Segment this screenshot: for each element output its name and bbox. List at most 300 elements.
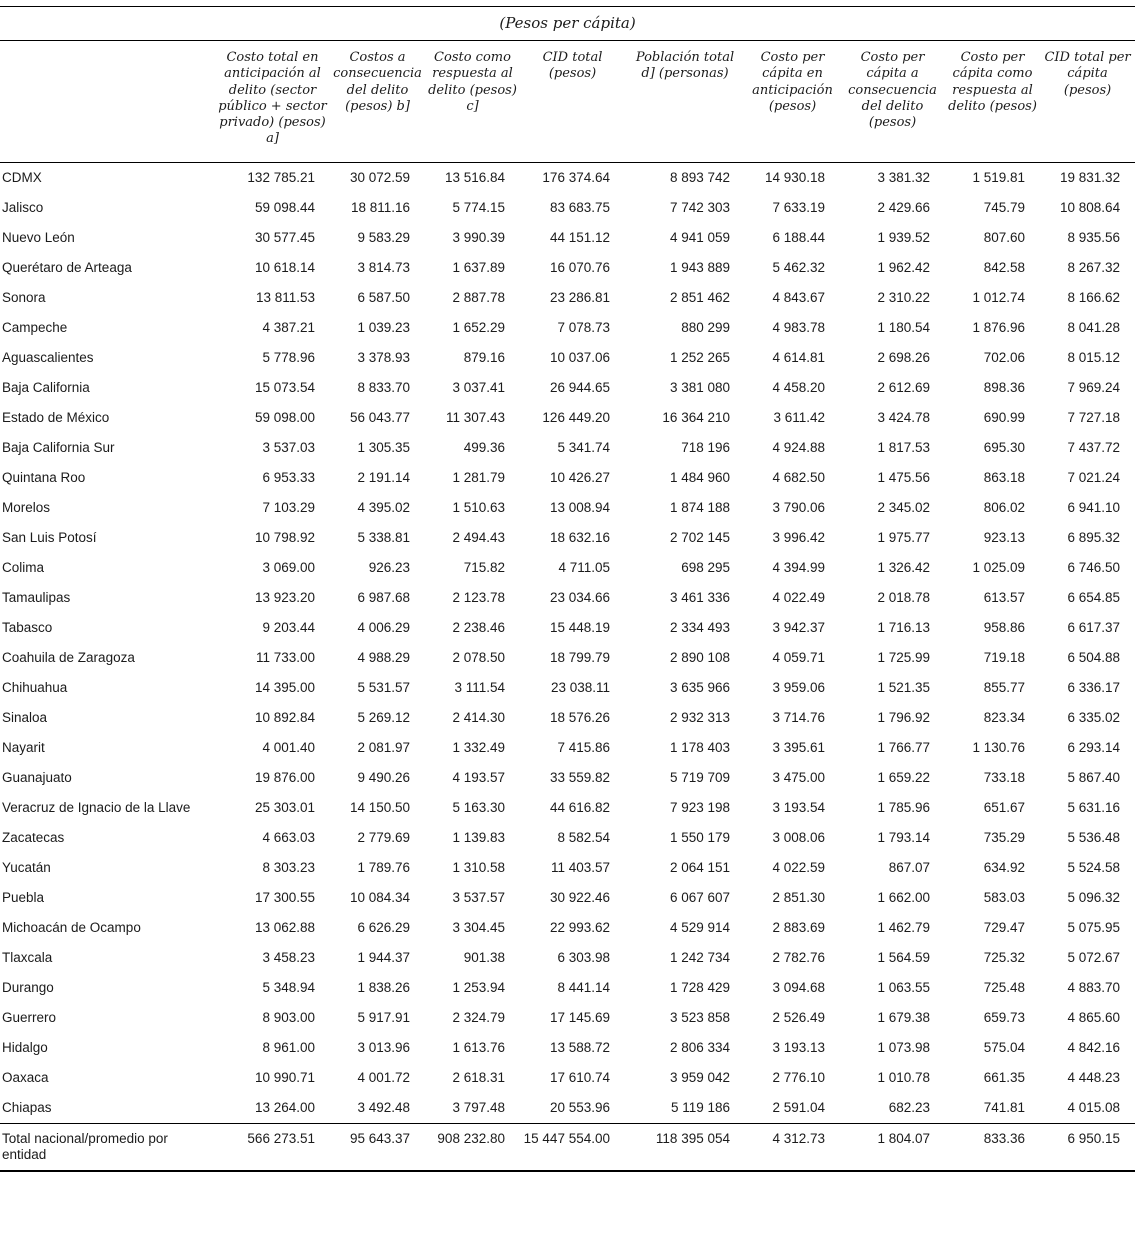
table-cell: 6 587.50 — [357, 289, 410, 305]
table-cell: 3 193.54 — [772, 799, 825, 815]
table-cell: 3 069.00 — [262, 559, 315, 575]
table-cell: 1 766.77 — [877, 739, 930, 755]
table-cell: 3 381 080 — [669, 379, 730, 395]
table-cell: 807.60 — [983, 229, 1025, 245]
table-cell: 4 001.72 — [357, 1069, 410, 1085]
row-label: CDMX — [2, 169, 42, 185]
table-row — [0, 343, 1135, 373]
table-row — [0, 313, 1135, 343]
table-cell: 13 588.72 — [549, 1039, 610, 1055]
table-cell: 8 833.70 — [357, 379, 410, 395]
table-cell: 1 475.56 — [877, 469, 930, 485]
table-cell: 566 273.51 — [215, 1123, 330, 1171]
table-cell: 18 632.16 — [549, 529, 610, 545]
table-cell: 3 094.68 — [772, 979, 825, 995]
table-cell: 13 062.88 — [254, 919, 315, 935]
table-cell: 8 582.54 — [557, 829, 610, 845]
table-cell: 19 876.00 — [254, 769, 315, 785]
table-cell: 4 614.81 — [772, 349, 825, 365]
table-cell: 4 842.16 — [1067, 1039, 1121, 1055]
table-cell: 5 462.32 — [772, 259, 825, 275]
table-cell: 1 962.42 — [877, 259, 930, 275]
table-cell: 1 310.58 — [452, 859, 505, 875]
table-cell: 3 990.39 — [452, 229, 505, 245]
cost-per-capita-table — [0, 6, 1135, 1172]
table-cell: 1 305.35 — [357, 439, 410, 455]
table-cell: 5 341.74 — [557, 439, 610, 455]
row-label: Nayarit — [2, 739, 45, 755]
column-header-9: CID total per cápita (pesos) — [1040, 41, 1135, 163]
row-label: Zacatecas — [2, 829, 65, 845]
table-cell: 4 022.49 — [772, 589, 825, 605]
table-cell: 718 196 — [681, 439, 730, 455]
table-cell: 1 564.59 — [877, 949, 930, 965]
table-row — [0, 613, 1135, 643]
table-cell: 2 698.26 — [877, 349, 930, 365]
table-cell: 2 414.30 — [452, 709, 505, 725]
table-cell: 4 394.99 — [772, 559, 825, 575]
column-header-row — [0, 41, 1135, 163]
table-cell: 4 883.70 — [1067, 979, 1121, 995]
table-cell: 1 874 188 — [669, 499, 730, 515]
table-cell: 1 789.76 — [357, 859, 410, 875]
table-cell: 8 041.28 — [1067, 319, 1121, 335]
table-cell: 613.57 — [983, 589, 1025, 605]
row-label: Oaxaca — [2, 1069, 49, 1085]
table-cell: 898.36 — [983, 379, 1025, 395]
table-cell: 8 903.00 — [262, 1009, 315, 1025]
table-cell: 3 037.41 — [452, 379, 505, 395]
table-cell: 11 733.00 — [255, 649, 315, 665]
table-cell: 3 537.03 — [262, 439, 315, 455]
row-label: Guerrero — [2, 1009, 57, 1025]
table-cell: 923.13 — [983, 529, 1025, 545]
table-cell: 695.30 — [983, 439, 1025, 455]
table-cell: 1 521.35 — [877, 679, 930, 695]
table-row — [0, 433, 1135, 463]
table-cell: 7 078.73 — [557, 319, 610, 335]
table-cell: 176 374.64 — [542, 169, 610, 185]
table-cell: 4 988.29 — [357, 649, 410, 665]
table-cell: 3 304.45 — [452, 919, 505, 935]
row-label: Estado de México — [2, 409, 110, 425]
table-cell: 5 867.40 — [1067, 769, 1121, 785]
table-cell: 741.81 — [983, 1099, 1025, 1115]
table-cell: 8 441.14 — [557, 979, 610, 995]
table-cell: 4 663.03 — [262, 829, 315, 845]
table-cell: 16 364 210 — [662, 409, 730, 425]
table-cell: 2 429.66 — [877, 199, 930, 215]
table-cell: 6 953.33 — [262, 469, 315, 485]
table-cell: 2 618.31 — [452, 1069, 505, 1085]
row-label: Coahuila de Zaragoza — [2, 649, 135, 665]
table-cell: 5 269.12 — [357, 709, 410, 725]
table-cell: 6 654.85 — [1067, 589, 1121, 605]
table-row — [0, 553, 1135, 583]
table-cell: 1 010.78 — [877, 1069, 930, 1085]
table-row — [0, 703, 1135, 733]
table-cell: 6 941.10 — [1067, 499, 1121, 515]
table-row — [0, 463, 1135, 493]
table-cell: 1 025.09 — [972, 559, 1025, 575]
row-label: Colima — [2, 559, 45, 575]
table-cell: 1 462.79 — [877, 919, 930, 935]
table-cell: 1 652.29 — [452, 319, 505, 335]
table-cell: 1 725.99 — [877, 649, 930, 665]
row-label: Baja California — [2, 379, 90, 395]
row-label: Chiapas — [2, 1099, 52, 1115]
table-cell: 7 923 198 — [669, 799, 730, 815]
table-row — [0, 162, 1135, 193]
table-cell: 3 492.48 — [357, 1099, 410, 1115]
row-label: Tlaxcala — [2, 949, 53, 965]
row-label: Quintana Roo — [2, 469, 86, 485]
table-cell: 18 811.16 — [350, 199, 410, 215]
table-cell: 1 817.53 — [877, 439, 930, 455]
table-row — [0, 673, 1135, 703]
table-row — [0, 403, 1135, 433]
table-cell: 2 324.79 — [452, 1009, 505, 1025]
table-row — [0, 853, 1135, 883]
table-cell: 23 286.81 — [549, 289, 610, 305]
table-cell: 1 939.52 — [877, 229, 930, 245]
table-cell: 3 378.93 — [357, 349, 410, 365]
table-row — [0, 973, 1135, 1003]
column-header-6: Costo per cápita en anticipación (pesos) — [745, 41, 840, 163]
table-cell: 745.79 — [983, 199, 1025, 215]
column-header-7: Costo per cápita a consecuencia del delito (pesos) — [840, 41, 945, 163]
table-cell: 23 038.11 — [550, 679, 610, 695]
table-cell: 1 944.37 — [357, 949, 410, 965]
table-cell: 8 893 742 — [669, 169, 730, 185]
table-row — [0, 913, 1135, 943]
table-cell: 3 424.78 — [877, 409, 930, 425]
table-cell: 1 332.49 — [452, 739, 505, 755]
table-cell: 1 716.13 — [877, 619, 930, 635]
table-row — [0, 793, 1135, 823]
table-row — [0, 193, 1135, 223]
table-cell: 13 516.84 — [444, 169, 505, 185]
table-cell: 1 728 429 — [669, 979, 730, 995]
table-cell: 5 119 186 — [670, 1099, 730, 1115]
table-cell: 1 637.89 — [452, 259, 505, 275]
table-cell: 2 702 145 — [669, 529, 730, 545]
table-cell: 26 944.65 — [549, 379, 610, 395]
table-cell: 59 098.44 — [254, 199, 315, 215]
table-cell: 908 232.80 — [425, 1123, 520, 1171]
table-cell: 10 798.92 — [254, 529, 315, 545]
table-body — [0, 162, 1135, 1171]
table-cell: 2 310.22 — [877, 289, 930, 305]
table-cell: 3 013.96 — [357, 1039, 410, 1055]
table-cell: 17 300.55 — [254, 889, 315, 905]
row-label: Puebla — [2, 889, 45, 905]
table-cell: 1 613.76 — [452, 1039, 505, 1055]
table-cell: 11 403.57 — [550, 859, 610, 875]
row-label: Baja California Sur — [2, 439, 115, 455]
table-cell: 661.35 — [983, 1069, 1025, 1085]
table-cell: 5 531.57 — [357, 679, 410, 695]
table-cell: 2 883.69 — [772, 919, 825, 935]
table-cell: 30 922.46 — [549, 889, 610, 905]
table-cell: 867.07 — [888, 859, 930, 875]
table-cell: 8 015.12 — [1067, 349, 1121, 365]
table-cell: 1 793.14 — [877, 829, 930, 845]
table-cell: 1 975.77 — [877, 529, 930, 545]
row-label: Querétaro de Arteaga — [2, 259, 132, 275]
table-cell: 3 790.06 — [772, 499, 825, 515]
table-cell: 4 711.05 — [558, 559, 610, 575]
table-cell: 901.38 — [463, 949, 505, 965]
table-cell: 1 659.22 — [877, 769, 930, 785]
table-row — [0, 493, 1135, 523]
table-cell: 56 043.77 — [349, 409, 410, 425]
table-cell: 95 643.37 — [330, 1123, 425, 1171]
row-label: Durango — [2, 979, 54, 995]
table-cell: 5 917.91 — [357, 1009, 410, 1025]
table-cell: 3 797.48 — [452, 1099, 505, 1115]
table-cell: 1 804.07 — [840, 1123, 945, 1171]
table-row — [0, 883, 1135, 913]
table-cell: 1 012.74 — [972, 289, 1025, 305]
table-cell: 7 633.19 — [772, 199, 825, 215]
table-cell: 1 253.94 — [452, 979, 505, 995]
column-header-5: Población total d] (personas) — [625, 41, 745, 163]
table-cell: 6 293.14 — [1067, 739, 1121, 755]
table-cell: 6 335.02 — [1067, 709, 1121, 725]
table-cell: 6 067 607 — [669, 889, 730, 905]
table-cell: 5 075.95 — [1067, 919, 1121, 935]
table-cell: 3 959 042 — [669, 1069, 730, 1085]
table-cell: 583.03 — [983, 889, 1025, 905]
table-cell: 4 395.02 — [357, 499, 410, 515]
table-cell: 2 851 462 — [669, 289, 730, 305]
table-cell: 14 930.18 — [764, 169, 825, 185]
table-row — [0, 283, 1135, 313]
table-cell: 1 039.23 — [357, 319, 410, 335]
table-cell: 6 987.68 — [357, 589, 410, 605]
table-cell: 17 145.69 — [549, 1009, 610, 1025]
table-cell: 5 348.94 — [262, 979, 315, 995]
table-cell: 4 924.88 — [772, 439, 825, 455]
table-cell: 3 714.76 — [772, 709, 825, 725]
table-cell: 725.48 — [983, 979, 1025, 995]
table-cell: 6 626.29 — [357, 919, 410, 935]
table-cell: 1 484 960 — [669, 469, 730, 485]
table-cell: 806.02 — [983, 499, 1025, 515]
table-cell: 3 635 966 — [669, 679, 730, 695]
table-cell: 2 526.49 — [772, 1009, 825, 1025]
corner-cell — [0, 41, 215, 163]
table-cell: 4 312.73 — [745, 1123, 840, 1171]
table-cell: 1 550 179 — [669, 829, 730, 845]
table-cell: 2 776.10 — [772, 1069, 825, 1085]
table-cell: 5 719 709 — [669, 769, 730, 785]
row-label: San Luis Potosí — [2, 529, 97, 545]
table-cell: 2 890 108 — [669, 649, 730, 665]
column-header-3: Costo como respuesta al delito (pesos) c] — [425, 41, 520, 163]
table-cell: 10 808.64 — [1060, 199, 1121, 215]
row-label: Total nacional/promedio por entidad — [0, 1123, 215, 1171]
table-cell: 3 458.23 — [262, 949, 315, 965]
table-cell: 6 746.50 — [1067, 559, 1121, 575]
table-cell: 4 387.21 — [262, 319, 315, 335]
table-cell: 2 779.69 — [357, 829, 410, 845]
table-cell: 10 084.34 — [349, 889, 410, 905]
table-row — [0, 733, 1135, 763]
table-cell: 3 475.00 — [772, 769, 825, 785]
table-cell: 682.23 — [888, 1099, 930, 1115]
table-cell: 4 983.78 — [772, 319, 825, 335]
row-label: Michoacán de Ocampo — [2, 919, 141, 935]
table-cell: 863.18 — [983, 469, 1025, 485]
table-cell: 5 338.81 — [357, 529, 410, 545]
table-cell: 6 950.15 — [1040, 1123, 1135, 1171]
table-cell: 1 073.98 — [877, 1039, 930, 1055]
table-cell: 4 448.23 — [1067, 1069, 1121, 1085]
table-cell: 1 679.38 — [877, 1009, 930, 1025]
table-cell: 2 612.69 — [877, 379, 930, 395]
table-cell: 1 130.76 — [972, 739, 1025, 755]
row-label: Nuevo León — [2, 229, 75, 245]
table-cell: 1 785.96 — [877, 799, 930, 815]
table-cell: 3 008.06 — [772, 829, 825, 845]
row-label: Sinaloa — [2, 709, 48, 725]
row-label: Jalisco — [2, 199, 44, 215]
column-header-8: Costo per cápita como respuesta al delito (pesos) — [945, 41, 1040, 163]
table-cell: 5 536.48 — [1067, 829, 1121, 845]
table-cell: 1 796.92 — [877, 709, 930, 725]
table-cell: 10 618.14 — [254, 259, 315, 275]
table-cell: 4 001.40 — [262, 739, 315, 755]
table-cell: 22 993.62 — [549, 919, 610, 935]
table-cell: 4 015.08 — [1067, 1099, 1121, 1115]
table-row — [0, 763, 1135, 793]
table-cell: 499.36 — [463, 439, 505, 455]
table-cell: 17 610.74 — [549, 1069, 610, 1085]
table-cell: 4 682.50 — [772, 469, 825, 485]
table-cell: 725.32 — [983, 949, 1025, 965]
table-cell: 6 617.37 — [1067, 619, 1121, 635]
table-cell: 25 303.01 — [254, 799, 315, 815]
table-cell: 6 895.32 — [1067, 529, 1121, 545]
table-cell: 719.18 — [983, 649, 1025, 665]
table-cell: 7 742 303 — [669, 199, 730, 215]
table-cell: 16 070.76 — [549, 259, 610, 275]
row-label: Tamaulipas — [2, 589, 71, 605]
table-cell: 1 519.81 — [972, 169, 1025, 185]
table-cell: 4 022.59 — [772, 859, 825, 875]
table-cell: 2 018.78 — [877, 589, 930, 605]
table-row — [0, 223, 1135, 253]
table-cell: 13 923.20 — [254, 589, 315, 605]
table-cell: 5 631.16 — [1067, 799, 1121, 815]
column-header-1: Costo total en anticipación al delito (sector público + sector privado) (pesos) a] — [215, 41, 330, 163]
table-cell: 3 395.61 — [772, 739, 825, 755]
table-cell: 2 078.50 — [452, 649, 505, 665]
column-header-2: Costos a consecuencia del delito (pesos) b] — [330, 41, 425, 163]
table-cell: 18 799.79 — [549, 649, 610, 665]
table-cell: 735.29 — [983, 829, 1025, 845]
table-cell: 651.67 — [983, 799, 1025, 815]
table-cell: 2 887.78 — [452, 289, 505, 305]
table-cell: 1 063.55 — [877, 979, 930, 995]
table-row — [0, 943, 1135, 973]
table-row — [0, 1093, 1135, 1124]
table-cell: 3 942.37 — [772, 619, 825, 635]
row-label: Chihuahua — [2, 679, 68, 695]
table-cell: 2 494.43 — [452, 529, 505, 545]
table-cell: 1 178 403 — [669, 739, 730, 755]
table-cell: 6 303.98 — [557, 949, 610, 965]
row-label: Tabasco — [2, 619, 53, 635]
table-cell: 14 395.00 — [254, 679, 315, 695]
table-cell: 7 103.29 — [262, 499, 315, 515]
row-label: Hidalgo — [2, 1039, 48, 1055]
table-cell: 6 336.17 — [1067, 679, 1121, 695]
table-cell: 702.06 — [983, 349, 1025, 365]
table-row — [0, 1033, 1135, 1063]
table-cell: 10 037.06 — [549, 349, 610, 365]
table-cell: 44 151.12 — [549, 229, 610, 245]
table-cell: 715.82 — [463, 559, 505, 575]
table-cell: 3 996.42 — [772, 529, 825, 545]
table-cell: 926.23 — [368, 559, 410, 575]
table-cell: 7 021.24 — [1067, 469, 1121, 485]
table-cell: 9 583.29 — [357, 229, 410, 245]
table-cell: 879.16 — [463, 349, 505, 365]
table-cell: 2 334 493 — [669, 619, 730, 635]
table-cell: 2 064 151 — [669, 859, 730, 875]
table-cell: 3 959.06 — [772, 679, 825, 695]
table-cell: 5 096.32 — [1067, 889, 1121, 905]
table-cell: 733.18 — [983, 769, 1025, 785]
table-cell: 59 098.00 — [254, 409, 315, 425]
table-cell: 2 238.46 — [452, 619, 505, 635]
table-cell: 2 123.78 — [452, 589, 505, 605]
table-row — [0, 823, 1135, 853]
table-cell: 4 458.20 — [772, 379, 825, 395]
table-cell: 7 727.18 — [1067, 409, 1121, 425]
table-cell: 8 303.23 — [262, 859, 315, 875]
table-cell: 2 591.04 — [772, 1099, 825, 1115]
table-cell: 958.86 — [983, 619, 1025, 635]
table-cell: 3 193.13 — [772, 1039, 825, 1055]
table-title: (Pesos per cápita) — [0, 7, 1135, 41]
table-cell: 15 073.54 — [254, 379, 315, 395]
table-cell: 1 180.54 — [877, 319, 930, 335]
table-cell: 23 034.66 — [549, 589, 610, 605]
table-cell: 8 166.62 — [1067, 289, 1121, 305]
table-cell: 575.04 — [983, 1039, 1025, 1055]
row-label: Veracruz de Ignacio de la Llave — [2, 799, 191, 815]
table-cell: 833.36 — [945, 1123, 1040, 1171]
table-cell: 3 611.42 — [773, 409, 825, 425]
table-cell: 10 426.27 — [549, 469, 610, 485]
table-cell: 1 326.42 — [877, 559, 930, 575]
table-cell: 7 969.24 — [1067, 379, 1121, 395]
table-cell: 5 524.58 — [1067, 859, 1121, 875]
table-cell: 1 252 265 — [669, 349, 730, 365]
table-cell: 118 395 054 — [625, 1123, 745, 1171]
table-cell: 729.47 — [983, 919, 1025, 935]
title-row — [0, 7, 1135, 41]
table-cell: 1 943 889 — [669, 259, 730, 275]
table-cell: 3 523 858 — [669, 1009, 730, 1025]
row-label: Morelos — [2, 499, 51, 515]
table-cell: 2 932 313 — [669, 709, 730, 725]
row-label: Campeche — [2, 319, 68, 335]
